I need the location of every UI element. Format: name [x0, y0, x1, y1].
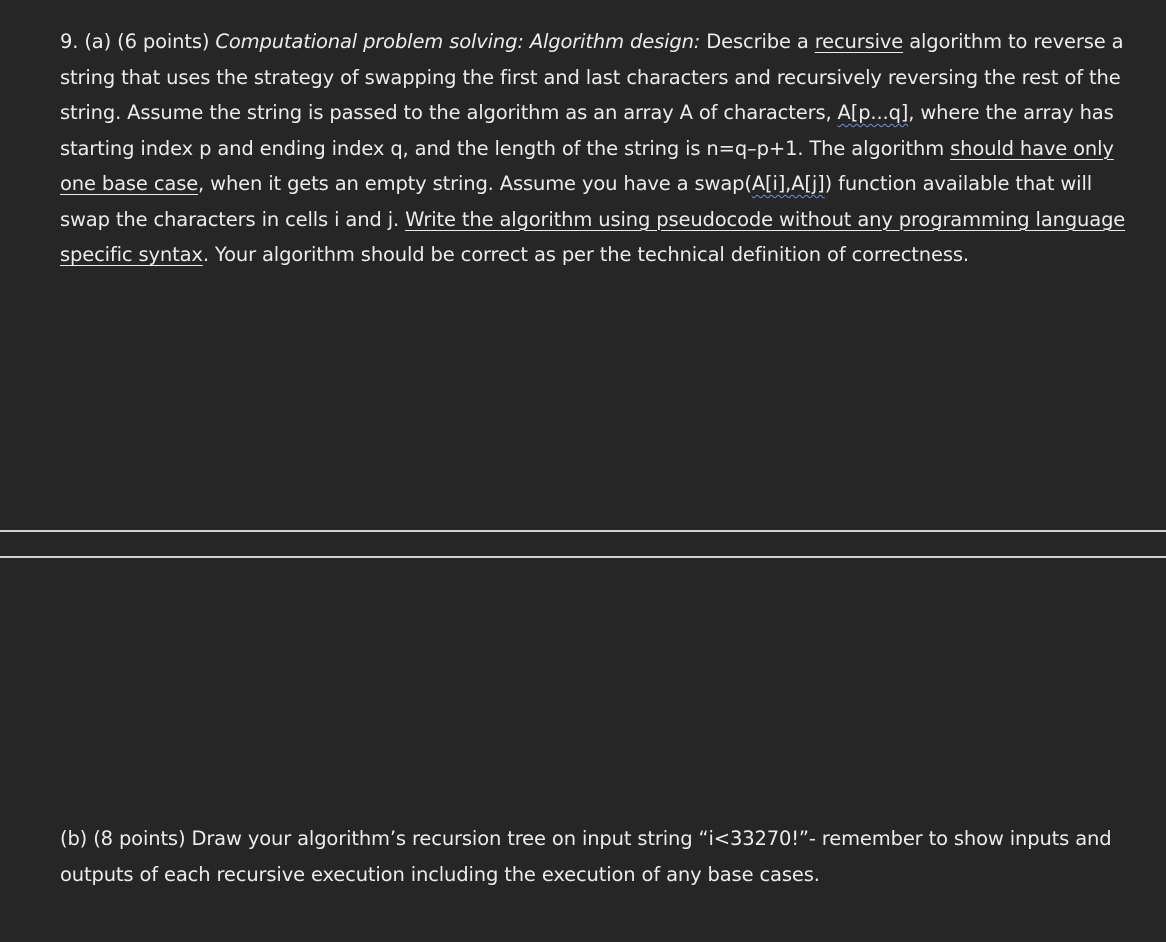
text-segment: ) function available that will swap the characters in cells i and j. — [60, 172, 1092, 231]
spellcheck-mark-array-range: A[p...q] — [837, 101, 909, 124]
divider-line — [0, 556, 1166, 558]
question-9b — [60, 821, 1140, 892]
underlined-pseudocode-instruction: Write the algorithm using pseudocode without any programming language specific syntax — [60, 207, 1126, 266]
text-segment: algorithm to reverse a string that uses the strategy of swapping the first and last characters and recursively reversing the rest of the string. Assume the string is passed to the algorithm as an array A of characters, — [60, 30, 1124, 124]
text-segment: . Your algorithm should be correct as per the technical definition of correctness. — [202, 243, 969, 266]
question-9a — [60, 24, 1140, 273]
text-segment: , where the array has starting index p and ending index q, and the length of the string is n=q–p+1. The algorithm — [60, 101, 1114, 160]
spellcheck-mark-swap-args: A[i],A[j] — [751, 172, 825, 195]
text-segment: Describe a — [700, 30, 815, 53]
underlined-base-case: should have only one base case — [60, 136, 1114, 195]
text-segment: , when it gets an empty string. Assume you have a swap( — [198, 172, 752, 195]
question-9b-text: (b) (8 points) Draw your algorithm’s recursion tree on input string “i<33270!”- remember to show inputs and outputs of each recursive execution including the execution of any base cases. — [60, 827, 1112, 886]
underlined-recursive: recursive — [814, 30, 904, 53]
question-number-points: 9. (a) (6 points) — [60, 30, 216, 53]
divider-line — [0, 530, 1166, 532]
question-topic: Computational problem solving: Algorithm design: — [215, 30, 701, 53]
